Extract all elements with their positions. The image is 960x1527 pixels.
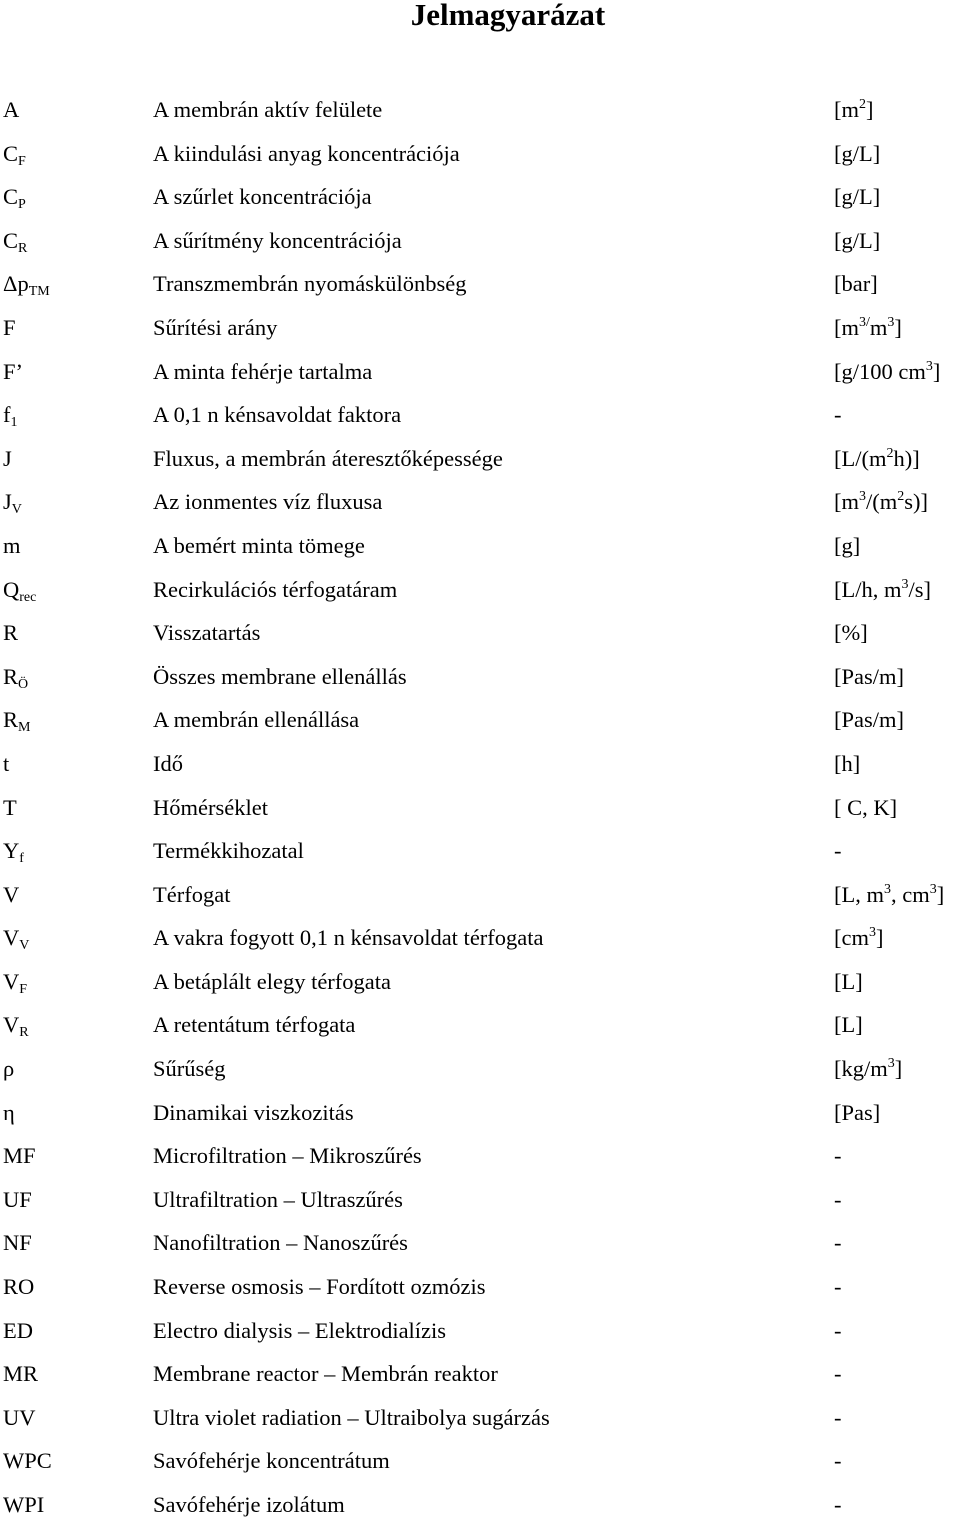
legend-row — [0, 742, 960, 786]
legend-row — [0, 916, 960, 960]
legend-row — [0, 1439, 960, 1483]
legend-symbol — [3, 916, 29, 960]
legend-unit — [834, 742, 860, 786]
legend-row — [0, 306, 960, 350]
legend-unit — [834, 655, 904, 699]
unit-text: [g/L] — [834, 184, 881, 210]
unit-text: [m — [834, 97, 859, 122]
legend-symbol — [3, 219, 27, 263]
symbol-subscript: Ö — [18, 676, 29, 692]
symbol-main: ρ — [3, 1056, 15, 1082]
symbol-main: NF — [3, 1230, 32, 1256]
unit-superscript: 2 — [859, 97, 866, 112]
legend-symbol — [3, 786, 17, 830]
unit-text: - — [834, 838, 842, 864]
legend-row — [0, 1178, 960, 1222]
symbol-main: m — [3, 532, 21, 558]
unit-text: s)] — [904, 489, 928, 515]
symbol-main: R — [3, 620, 19, 646]
legend-row — [0, 829, 960, 873]
unit-text: , cm — [891, 881, 930, 907]
symbol-main: J — [3, 445, 12, 471]
symbol-main: R — [3, 707, 19, 733]
symbol-main: UV — [3, 1404, 36, 1430]
legend-row — [0, 1134, 960, 1178]
legend-symbol — [3, 1047, 14, 1091]
legend-symbol — [3, 1134, 36, 1178]
legend-description: A 0,1 n kénsavoldat faktora — [153, 402, 402, 428]
symbol-main: V — [3, 1012, 20, 1038]
legend-symbol — [3, 306, 16, 350]
unit-superscript: 3 — [884, 881, 891, 897]
legend-unit — [834, 1265, 842, 1309]
unit-superscript: 3 — [901, 576, 909, 592]
legend-row — [0, 1221, 960, 1265]
legend-unit — [834, 219, 880, 263]
legend-symbol — [3, 262, 50, 306]
legend-unit — [834, 1309, 842, 1353]
symbol-main: UF — [3, 1186, 32, 1212]
legend-symbol — [3, 1265, 34, 1309]
legend-unit — [834, 611, 868, 655]
legend-description: Összes membrane ellenállás — [153, 663, 407, 689]
legend-symbol — [3, 568, 36, 612]
unit-superscript: 2 — [897, 489, 905, 505]
legend-unit — [834, 1047, 902, 1091]
legend-row — [0, 1309, 960, 1353]
legend-row — [0, 1265, 960, 1309]
legend-unit — [834, 88, 874, 132]
symbol-subscript: R — [18, 240, 28, 256]
symbol-main: V — [3, 881, 20, 907]
legend-description: Sűrűség — [153, 1056, 226, 1082]
unit-text: - — [834, 402, 842, 428]
legend-unit — [834, 262, 878, 306]
legend-description: A membrán aktív felülete — [153, 97, 383, 122]
legend-row — [0, 1091, 960, 1135]
legend-description: Sűrítési arány — [153, 314, 278, 340]
unit-text: [%] — [834, 620, 868, 646]
symbol-main: Δp — [3, 271, 29, 297]
unit-superscript: 3 — [887, 1056, 895, 1072]
symbol-main: t — [3, 750, 10, 776]
symbol-subscript: V — [11, 502, 22, 518]
legend-description: A minta fehérje tartalma — [153, 358, 373, 384]
legend-symbol — [3, 480, 22, 524]
unit-text: [Pas/m] — [834, 707, 904, 733]
legend-unit — [834, 480, 928, 524]
legend-unit — [834, 437, 920, 481]
unit-text: /(m — [866, 489, 898, 515]
legend-symbol — [3, 829, 24, 873]
symbol-subscript: P — [18, 197, 26, 213]
legend-unit — [834, 1352, 842, 1396]
legend-unit — [834, 698, 904, 742]
legend-unit — [834, 1134, 842, 1178]
unit-text: ] — [932, 358, 941, 384]
symbol-subscript: V — [19, 938, 30, 954]
legend-row — [0, 437, 960, 481]
legend-symbol — [3, 1003, 29, 1047]
unit-text: [h] — [834, 750, 861, 776]
symbol-subscript: TM — [28, 284, 50, 300]
symbol-main: C — [3, 184, 19, 210]
symbol-main: T — [3, 794, 17, 820]
legend-symbol — [3, 1352, 38, 1396]
symbol-main: F — [3, 314, 16, 340]
legend-unit — [834, 1178, 842, 1222]
legend-unit — [834, 350, 940, 394]
unit-text: [m — [834, 314, 859, 340]
legend-unit — [834, 132, 880, 176]
legend-row — [0, 568, 960, 612]
legend-symbol — [3, 132, 26, 176]
unit-text: ] — [866, 97, 874, 122]
legend-description: Az ionmentes víz fluxusa — [153, 489, 383, 515]
legend-unit — [834, 175, 880, 219]
symbol-main: V — [3, 968, 20, 994]
symbol-main: A — [3, 97, 20, 122]
page-title: Jelmagyarázat — [410, 0, 606, 32]
unit-text: - — [834, 1448, 842, 1474]
unit-superscript: 3 — [925, 358, 933, 374]
unit-text: [Pas] — [834, 1099, 881, 1125]
legend-description: A bemért minta tömege — [153, 532, 365, 558]
legend-row — [0, 480, 960, 524]
legend-symbol — [3, 1309, 33, 1353]
legend-description: Hőmérséklet — [153, 794, 268, 820]
symbol-main: MF — [3, 1143, 36, 1169]
symbol-main: V — [3, 925, 20, 951]
legend-description: Visszatartás — [153, 620, 261, 646]
legend-symbol — [3, 393, 18, 437]
legend-symbol — [3, 960, 27, 1004]
unit-superscript: 3 — [929, 881, 937, 897]
legend-symbol — [3, 524, 21, 568]
symbol-subscript: f — [19, 851, 24, 867]
symbol-main: WPI — [3, 1492, 45, 1517]
symbol-main: R — [3, 663, 19, 689]
legend-unit — [834, 786, 897, 830]
legend-symbol — [3, 655, 28, 699]
legend-symbol — [3, 350, 23, 394]
symbol-main: F’ — [3, 358, 24, 384]
unit-text: - — [834, 1230, 842, 1256]
legend-row — [0, 132, 960, 176]
legend-row — [0, 350, 960, 394]
legend-row — [0, 88, 960, 132]
legend-unit — [834, 829, 842, 873]
legend-description: Savófehérje koncentrátum — [153, 1448, 390, 1474]
unit-text: [g/100 cm — [834, 358, 926, 384]
unit-text: m — [869, 314, 888, 340]
legend-description: Térfogat — [153, 881, 231, 907]
legend-table — [0, 88, 960, 1527]
legend-symbol — [3, 88, 19, 132]
unit-text: [kg/m — [834, 1056, 888, 1082]
symbol-main: Y — [3, 838, 20, 864]
legend-row — [0, 175, 960, 219]
legend-description: Fluxus, a membrán áteresztőképessége — [153, 445, 503, 471]
legend-row — [0, 1396, 960, 1440]
legend-unit — [834, 1221, 842, 1265]
legend-unit — [834, 393, 842, 437]
legend-description: Termékkihozatal — [153, 838, 304, 864]
legend-description: A kiindulási anyag koncentrációja — [153, 140, 460, 166]
legend-symbol — [3, 175, 26, 219]
symbol-main: f — [3, 402, 11, 428]
legend-row — [0, 873, 960, 917]
unit-text: [L] — [834, 1012, 863, 1038]
symbol-main: C — [3, 140, 19, 166]
legend-unit — [834, 873, 944, 917]
legend-symbol — [3, 611, 18, 655]
legend-unit — [834, 916, 883, 960]
legend-description: Ultra violet radiation – Ultraibolya sugárzás — [153, 1404, 550, 1430]
legend-unit — [834, 1091, 880, 1135]
legend-symbol — [3, 698, 30, 742]
symbol-main: WPC — [3, 1448, 52, 1474]
unit-text: ] — [894, 314, 902, 340]
legend-symbol — [3, 1396, 36, 1440]
unit-superscript: 3 — [859, 489, 866, 505]
symbol-main: C — [3, 227, 19, 253]
legend-description: Idő — [153, 750, 183, 776]
legend-unit — [834, 306, 902, 350]
legend-description: A vakra fogyott 0,1 n kénsavoldat térfogata — [153, 925, 544, 951]
legend-description: Transzmembrán nyomáskülönbség — [153, 271, 467, 297]
legend-row — [0, 1047, 960, 1091]
unit-text: [L] — [834, 968, 863, 994]
symbol-main: ED — [3, 1317, 33, 1343]
unit-text: - — [834, 1186, 842, 1212]
legend-symbol — [3, 437, 12, 481]
legend-unit — [834, 1396, 842, 1440]
legend-unit — [834, 1483, 842, 1527]
symbol-subscript: F — [18, 153, 26, 169]
unit-text: [ C, K] — [834, 794, 898, 820]
legend-description: Microfiltration – Mikroszűrés — [153, 1143, 422, 1169]
unit-text: [L/h, m — [834, 576, 902, 602]
legend-row — [0, 1352, 960, 1396]
symbol-subscript: rec — [19, 589, 37, 605]
unit-text: h)] — [893, 445, 920, 471]
unit-text: - — [834, 1274, 842, 1300]
legend-row — [0, 393, 960, 437]
legend-unit — [834, 524, 860, 568]
unit-text: [m — [834, 489, 859, 515]
legend-row — [0, 524, 960, 568]
unit-text: - — [834, 1492, 842, 1517]
legend-description: Electro dialysis – Elektrodialízis — [153, 1317, 447, 1343]
legend-description: A retentátum térfogata — [153, 1012, 356, 1038]
symbol-main: MR — [3, 1361, 39, 1387]
legend-row — [0, 611, 960, 655]
unit-text: - — [834, 1143, 842, 1169]
unit-text: [g] — [834, 532, 861, 558]
symbol-subscript: F — [19, 981, 28, 997]
unit-text: [L/(m — [834, 445, 887, 471]
unit-superscript: 3 — [887, 314, 895, 330]
unit-text: ] — [875, 925, 884, 951]
legend-description: Savófehérje izolátum — [153, 1492, 345, 1517]
legend-row — [0, 219, 960, 263]
unit-text: [L, m — [834, 881, 884, 907]
legend-description: A sűrítmény koncentrációja — [153, 227, 402, 253]
unit-text: ] — [936, 881, 945, 907]
legend-unit — [834, 1439, 842, 1483]
unit-text: - — [834, 1317, 842, 1343]
legend-description: Recirkulációs térfogatáram — [153, 576, 398, 602]
legend-symbol — [3, 1178, 32, 1222]
legend-description: Dinamikai viszkozitás — [153, 1099, 354, 1125]
legend-description: Ultrafiltration – Ultraszűrés — [153, 1186, 403, 1212]
unit-text: [g/L] — [834, 140, 881, 166]
legend-description: A membrán ellenállása — [153, 707, 360, 733]
legend-row — [0, 1483, 960, 1527]
symbol-main: J — [3, 489, 12, 515]
unit-superscript: 2 — [886, 445, 894, 461]
legend-symbol — [3, 1483, 44, 1527]
unit-text: /s] — [908, 576, 931, 602]
legend-row — [0, 960, 960, 1004]
legend-description: Nanofiltration – Nanoszűrés — [153, 1230, 408, 1256]
legend-row — [0, 786, 960, 830]
legend-description: A betáplált elegy térfogata — [153, 968, 392, 994]
symbol-subscript: R — [19, 1025, 29, 1041]
legend-description: A szűrlet koncentrációja — [153, 184, 372, 210]
symbol-main: Q — [3, 576, 20, 602]
legend-description: Membrane reactor – Membrán reaktor — [153, 1361, 498, 1387]
unit-text: [Pas/m] — [834, 663, 904, 689]
unit-text: [bar] — [834, 271, 878, 297]
unit-text: - — [834, 1361, 842, 1387]
unit-superscript: 3/ — [859, 314, 870, 330]
unit-superscript: 3 — [868, 925, 876, 941]
unit-text: [cm — [834, 925, 869, 951]
legend-unit — [834, 1003, 863, 1047]
unit-text: - — [834, 1404, 842, 1430]
legend-symbol — [3, 1091, 15, 1135]
symbol-main: RO — [3, 1274, 35, 1300]
legend-row — [0, 1003, 960, 1047]
legend-symbol — [3, 1221, 32, 1265]
symbol-subscript: M — [18, 720, 31, 736]
legend-symbol — [3, 742, 9, 786]
symbol-subscript: 1 — [10, 415, 18, 431]
legend-symbol — [3, 873, 19, 917]
unit-text: [g/L] — [834, 227, 881, 253]
legend-row — [0, 655, 960, 699]
legend-description: Reverse osmosis – Fordított ozmózis — [153, 1274, 486, 1300]
legend-unit — [834, 568, 931, 612]
legend-row — [0, 262, 960, 306]
legend-unit — [834, 960, 863, 1004]
symbol-main: η — [3, 1099, 15, 1125]
legend-row — [0, 698, 960, 742]
unit-text: ] — [894, 1056, 903, 1082]
legend-symbol — [3, 1439, 52, 1483]
